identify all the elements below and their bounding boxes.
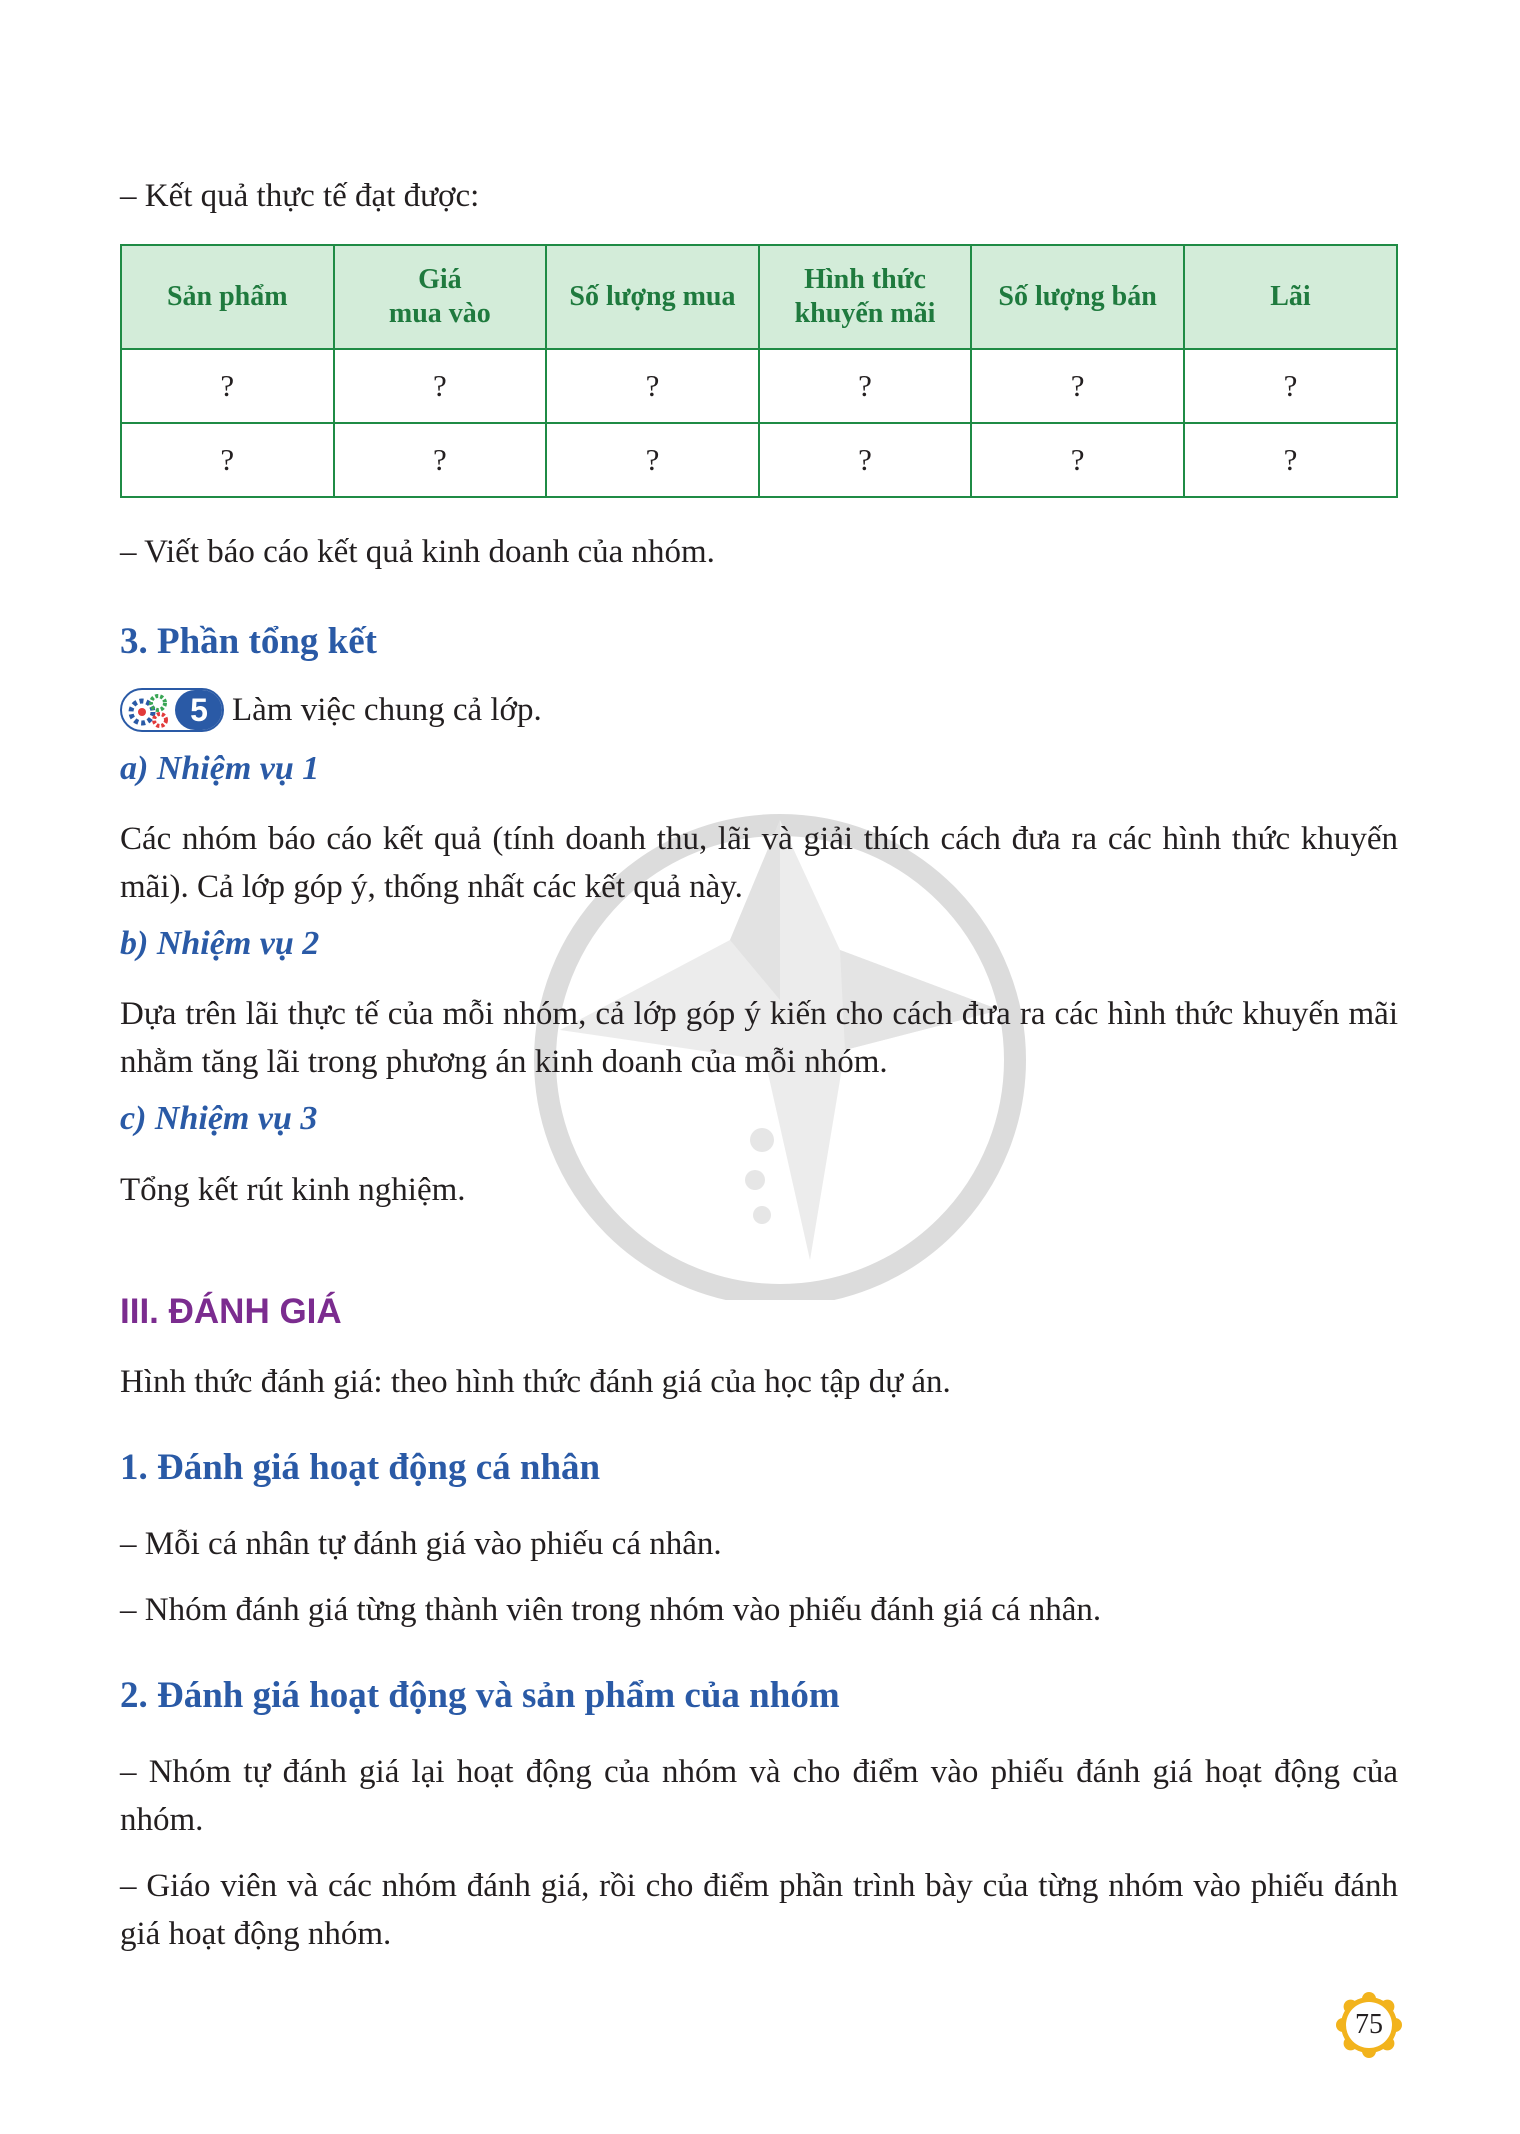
col-header-profit: Lãi bbox=[1184, 245, 1397, 349]
task-1-body: Các nhóm báo cáo kết quả (tính doanh thu, lãi và giải thích cách đưa ra các hình thức khuyến mãi). Cả lớp góp ý, thống nhất các kết quả này. bbox=[120, 821, 1398, 905]
table-cell: ? bbox=[546, 349, 759, 423]
task-3-body: Tổng kết rút kinh nghiệm. bbox=[120, 1172, 466, 1208]
task-2-body: Dựa trên lãi thực tế của mỗi nhóm, cả lớp góp ý kiến cho cách đưa ra các hình thức khuyến mãi nhằm tăng lãi trong phương án kinh doanh của mỗi nhóm. bbox=[120, 996, 1398, 1080]
table-cell: ? bbox=[121, 349, 334, 423]
table-cell: ? bbox=[121, 423, 334, 497]
task-1-title: a) Nhiệm vụ 1 bbox=[120, 750, 320, 787]
table-cell: ? bbox=[334, 349, 547, 423]
table-cell: ? bbox=[546, 423, 759, 497]
col-header-quantity-sold: Số lượng bán bbox=[971, 245, 1184, 349]
part-1-line-1: – Mỗi cá nhân tự đánh giá vào phiếu cá nhân. bbox=[120, 1526, 722, 1562]
table-cell: ? bbox=[334, 423, 547, 497]
col-header-promotion: Hình thức khuyến mãi bbox=[759, 245, 972, 349]
table-cell: ? bbox=[971, 349, 1184, 423]
table-row bbox=[121, 349, 1397, 423]
part-2-title: 2. Đánh giá hoạt động và sản phẩm của nhóm bbox=[120, 1675, 840, 1716]
part-1-title: 1. Đánh giá hoạt động cá nhân bbox=[120, 1447, 601, 1488]
part-2-line-1: – Nhóm tự đánh giá lại hoạt động của nhóm và cho điểm vào phiếu đánh giá hoạt động của nhóm. bbox=[120, 1754, 1398, 1838]
task-2-title: b) Nhiệm vụ 2 bbox=[120, 925, 320, 962]
table-cell: ? bbox=[1184, 349, 1397, 423]
col-header-quantity-bought: Số lượng mua bbox=[546, 245, 759, 349]
table-header-row bbox=[121, 245, 1397, 349]
part-1-line-2: – Nhóm đánh giá từng thành viên trong nhóm vào phiếu đánh giá cá nhân. bbox=[120, 1592, 1102, 1628]
result-table bbox=[120, 244, 1398, 498]
intro-line: – Kết quả thực tế đạt được: bbox=[120, 178, 480, 214]
section-iii-title: III. ĐÁNH GIÁ bbox=[120, 1292, 342, 1331]
col-header-product: Sản phẩm bbox=[121, 245, 334, 349]
table-cell: ? bbox=[759, 349, 972, 423]
table-row bbox=[121, 423, 1397, 497]
page-number: 75 bbox=[1355, 2009, 1383, 2040]
table-cell: ? bbox=[759, 423, 972, 497]
activity-text: Làm việc chung cả lớp. bbox=[232, 692, 542, 728]
part-2-line-2: – Giáo viên và các nhóm đánh giá, rồi cho điểm phần trình bày của từng nhóm vào phiếu đánh giá hoạt động nhóm. bbox=[120, 1868, 1398, 1952]
section-iii-intro: Hình thức đánh giá: theo hình thức đánh giá của học tập dự án. bbox=[120, 1364, 951, 1400]
table-cell: ? bbox=[1184, 423, 1397, 497]
activity-number: 5 bbox=[190, 692, 208, 728]
table-cell: ? bbox=[971, 423, 1184, 497]
task-3-title: c) Nhiệm vụ 3 bbox=[120, 1100, 318, 1137]
section-3-title: 3. Phần tổng kết bbox=[120, 621, 377, 662]
col-header-purchase-price: Giá mua vào bbox=[334, 245, 547, 349]
report-line: – Viết báo cáo kết quả kinh doanh của nhóm. bbox=[120, 534, 715, 570]
